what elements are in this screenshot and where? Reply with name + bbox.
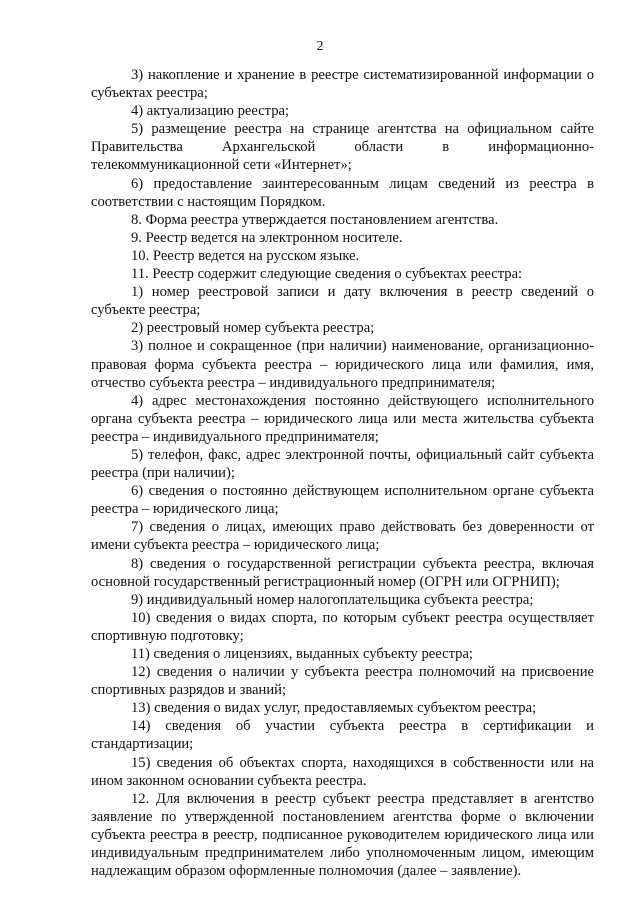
paragraph: 9. Реестр ведется на электронном носителе. [131,229,403,246]
paragraph: 5) телефон, факс, адрес электронной почты, официальный сайт субъекта реестра (при наличии); [91,446,594,482]
paragraph: 2) реестровый номер субъекта реестра; [131,320,375,337]
paragraph: 13) сведения о видах услуг, предоставляемых субъектом реестра; [131,700,537,717]
page-number: 2 [316,39,324,54]
paragraph: 8. Форма реестра утверждается постановлением агентства. [131,211,499,228]
paragraph: 4) адрес местонахождения постоянно действующего исполнительного органа субъекта реестра – юридического лица или места жительства субъекта реестра – индивидуального предпринимателя; [91,392,594,445]
paragraph: 5) размещение реестра на странице агентства на официальном сайте Правительства Архангельской области в информационно-телекоммуникационной сети «Интернет»; [91,121,594,174]
paragraph: 6) предоставление заинтересованным лицам сведений из реестра в соответствии с настоящим Порядком. [91,175,594,210]
paragraph: 1) номер реестровой записи и дату включения в реестр сведений о субъекте реестра; [91,284,594,319]
paragraph: 3) полное и сокращенное (при наличии) наименование, организационно-правовая форма субъекта реестра – юридического лица или фамилия, имя, отчество субъекта реестра – индивидуального предпринимателя; [91,338,594,391]
paragraph: 12. Для включения в реестр субъект реестра представляет в агентство заявление по утвержденной постановлением агентства форме о включении субъекта реестра в реестр, подписанное руководителем юридического лица или индивидуальным предпринимателем либо уполномоченным лицом, имеющим надлежащим образом оформленные полномочия (далее – заявление). [91,790,594,880]
paragraph: 10. Реестр ведется на русском языке. [131,247,360,264]
paragraph: 9) индивидуальный номер налогоплательщика субъекта реестра; [131,591,534,608]
paragraph: 15) сведения об объектах спорта, находящихся в собственности или на ином законном основании субъекта реестра. [91,754,594,789]
paragraph: 11. Реестр содержит следующие сведения о субъектах реестра: [131,266,523,283]
document-body [91,66,594,880]
paragraph: 4) актуализацию реестра; [131,103,290,120]
paragraph: 3) накопление и хранение в реестре систематизированной информации о субъектах реестра; [91,67,594,102]
paragraph: 6) сведения о постоянно действующем исполнительном органе субъекта реестра – юридического лица; [91,483,594,518]
paragraph: 7) сведения о лицах, имеющих право действовать без доверенности от имени субъекта реестра – юридического лица; [91,519,594,554]
paragraph: 14) сведения об участии субъекта реестра в сертификации и стандартизации; [91,718,594,753]
paragraph: 12) сведения о наличии у субъекта реестра полномочий на присвоение спортивных разрядов и званий; [91,664,594,699]
paragraph: 8) сведения о государственной регистрации субъекта реестра, включая основной государственный регистрационный номер (ОГРН или ОГРНИП); [91,555,594,590]
paragraph: 10) сведения о видах спорта, по которым субъект реестра осуществляет спортивную подготовку; [91,609,594,644]
paragraph: 11) сведения о лицензиях, выданных субъекту реестра; [131,646,473,662]
